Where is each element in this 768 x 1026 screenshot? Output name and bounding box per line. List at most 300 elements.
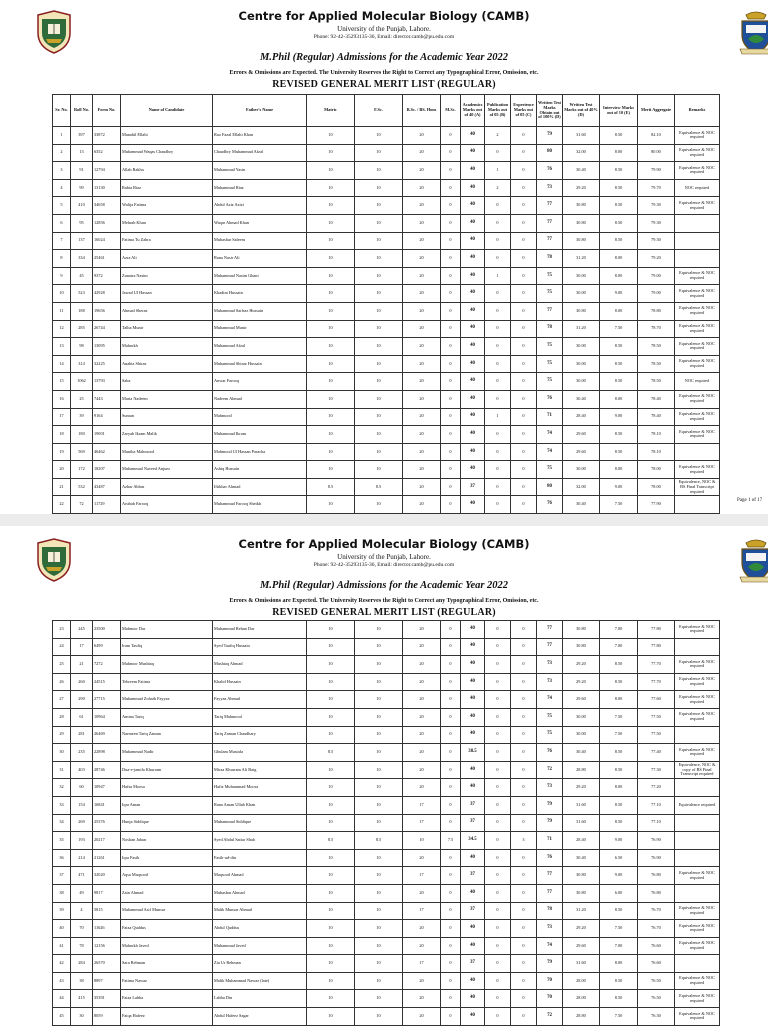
table-cell: Hunja Siddique xyxy=(121,814,213,832)
table-cell: 77.40 xyxy=(638,744,675,762)
table-cell: 0 xyxy=(485,250,511,268)
table-cell: 20 xyxy=(403,761,441,779)
table-cell: 0 xyxy=(485,744,511,762)
table-cell: 172 xyxy=(71,461,93,479)
table-cell: 42 xyxy=(53,955,71,973)
university-name: University of the Punjab, Lahore. xyxy=(337,553,431,561)
table-cell: 28.00 xyxy=(563,990,600,1008)
table-cell: 20 xyxy=(403,162,441,180)
table-cell: 45 xyxy=(53,1008,71,1026)
table-cell: 79.00 xyxy=(638,267,675,285)
table-cell: 0 xyxy=(441,302,461,320)
table-cell: 30.80 xyxy=(563,621,600,639)
table-cell: 73 xyxy=(537,179,563,197)
table-cell: 20 xyxy=(403,232,441,250)
table-cell: 0 xyxy=(511,849,537,867)
table-row xyxy=(53,214,720,232)
table-cell: 0 xyxy=(441,426,461,444)
table-cell: 78.10 xyxy=(638,426,675,444)
table-cell: 20 xyxy=(403,338,441,356)
table-cell: Muhammad Javed xyxy=(213,937,307,955)
table-cell: 0 xyxy=(511,990,537,1008)
table-cell: Syed Taufiq Hussain xyxy=(213,638,307,656)
table-cell: 8.50 xyxy=(600,761,638,779)
table-cell: 0 xyxy=(485,867,511,885)
table-cell: Suman xyxy=(121,408,213,426)
table-cell: Iram Taufiq xyxy=(121,638,213,656)
table-cell: 10 xyxy=(307,250,355,268)
table-cell: Abdul Quddus xyxy=(213,920,307,938)
table-cell: 8.50 xyxy=(600,656,638,674)
column-header: Remarks xyxy=(675,95,720,127)
table-cell: 9.00 xyxy=(600,478,638,496)
table-cell: 10 xyxy=(307,673,355,691)
table-cell: 25 xyxy=(53,656,71,674)
table-cell: 6 xyxy=(53,214,71,232)
table-cell: Dua-e-jamila Khurram xyxy=(121,761,213,779)
table-cell: 10 xyxy=(355,162,403,180)
table-cell: 9 xyxy=(53,267,71,285)
merit-list-table xyxy=(52,94,720,514)
table-cell: 30.40 xyxy=(563,390,600,408)
table-cell: 29.20 xyxy=(563,779,600,797)
table-cell xyxy=(675,232,720,250)
table-cell: 79.90 xyxy=(638,162,675,180)
table-cell: 0 xyxy=(485,849,511,867)
table-cell: 40 xyxy=(461,937,485,955)
table-cell: 78.40 xyxy=(638,408,675,426)
table-cell: 0 xyxy=(511,285,537,303)
table-cell: Fatima Nawaz xyxy=(121,972,213,990)
table-cell: 77 xyxy=(537,214,563,232)
table-cell: 0 xyxy=(485,638,511,656)
table-cell: 21 xyxy=(53,478,71,496)
table-cell: 10 xyxy=(355,744,403,762)
table-cell: 8.50 xyxy=(600,426,638,444)
table-row xyxy=(53,179,720,197)
table-cell: Mahrukh Javed xyxy=(121,937,213,955)
table-cell: 10 xyxy=(307,162,355,180)
table-cell: 31.60 xyxy=(563,796,600,814)
table-cell: 9164 xyxy=(93,408,121,426)
table-cell: 7.50 xyxy=(600,320,638,338)
table-cell: Sara Rehman xyxy=(121,955,213,973)
table-cell: 10 xyxy=(355,127,403,145)
table-cell: 0 xyxy=(485,761,511,779)
table-cell: 10 xyxy=(355,373,403,391)
table-cell: 40 xyxy=(461,426,485,444)
table-cell: Talha Munir xyxy=(121,320,213,338)
table-cell: Fasih-ud-din xyxy=(213,849,307,867)
table-cell: 43 xyxy=(53,972,71,990)
table-row xyxy=(53,144,720,162)
table-cell: Muhammad Siddique xyxy=(213,814,307,832)
table-cell: 8.50 xyxy=(600,214,638,232)
table-cell: 19001 xyxy=(93,426,121,444)
table-cell: 23500 xyxy=(93,621,121,639)
table-cell: 15 xyxy=(53,373,71,391)
table-cell: 78.70 xyxy=(638,320,675,338)
table-cell: 20 xyxy=(403,355,441,373)
table-cell: 0 xyxy=(511,955,537,973)
table-cell: 8 xyxy=(53,250,71,268)
table-cell: Faiza Labha xyxy=(121,990,213,1008)
table-cell: Mushtaq Ahmad xyxy=(213,656,307,674)
table-cell: 0 xyxy=(485,990,511,1008)
table-cell: 32020 xyxy=(93,867,121,885)
table-cell: 6.50 xyxy=(600,849,638,867)
table-cell: 20 xyxy=(403,426,441,444)
table-cell: 30.40 xyxy=(563,744,600,762)
table-cell: 43487 xyxy=(93,478,121,496)
table-cell: 70 xyxy=(71,920,93,938)
table-cell: 0 xyxy=(441,1008,461,1026)
table-cell: 0 xyxy=(511,496,537,514)
table-cell: 74 xyxy=(537,937,563,955)
table-cell: 77.30 xyxy=(638,761,675,779)
table-cell: 0 xyxy=(441,162,461,180)
table-row xyxy=(53,443,720,461)
table-cell: 10 xyxy=(355,214,403,232)
table-cell: 10 xyxy=(307,814,355,832)
table-row xyxy=(53,673,720,691)
table-cell: 284 xyxy=(71,955,93,973)
table-cell: 40 xyxy=(461,972,485,990)
table-cell: 26570 xyxy=(93,955,121,973)
table-cell: 10 xyxy=(355,302,403,320)
table-cell: 214 xyxy=(71,849,93,867)
table-cell: 0 xyxy=(511,656,537,674)
table-cell: 73 xyxy=(537,673,563,691)
table-cell: 4 xyxy=(71,902,93,920)
table-cell: 14 xyxy=(53,355,71,373)
table-cell: 10 xyxy=(307,355,355,373)
table-cell: 0 xyxy=(511,338,537,356)
table-row xyxy=(53,779,720,797)
table-cell: 8.50 xyxy=(600,990,638,1008)
table-cell: 0 xyxy=(511,162,537,180)
table-cell: 49 xyxy=(71,884,93,902)
table-cell: Equivalence & NOC required xyxy=(675,708,720,726)
table-cell: 0 xyxy=(511,972,537,990)
table-cell: 0 xyxy=(441,656,461,674)
table-cell: 2 xyxy=(485,179,511,197)
table-cell: 76 xyxy=(537,162,563,180)
table-cell: 10 xyxy=(355,656,403,674)
table-cell: 29.20 xyxy=(563,656,600,674)
table-cell: 8.5 xyxy=(355,478,403,496)
table-cell: 40 xyxy=(461,726,485,744)
table-cell: Zain Ahmad xyxy=(121,884,213,902)
table-cell: Manahil Ellahi xyxy=(121,127,213,145)
table-row xyxy=(53,708,720,726)
table-cell: 4 xyxy=(53,179,71,197)
table-cell: Khalid Hussain xyxy=(213,673,307,691)
table-cell: 0 xyxy=(441,972,461,990)
table-cell: 7.50 xyxy=(600,496,638,514)
table-row xyxy=(53,726,720,744)
table-cell: 35 xyxy=(53,832,71,850)
table-cell: 17 xyxy=(403,955,441,973)
table-cell: 77.20 xyxy=(638,779,675,797)
list-title: REVISED GENERAL MERIT LIST (REGULAR) xyxy=(272,607,496,618)
table-cell: 0 xyxy=(511,461,537,479)
table-cell: 79.70 xyxy=(638,179,675,197)
table-cell: 10 xyxy=(307,461,355,479)
table-cell: 79.30 xyxy=(638,214,675,232)
table-cell: 26744 xyxy=(93,320,121,338)
table-cell: Azhar Abbas xyxy=(121,478,213,496)
table-cell: 0 xyxy=(441,673,461,691)
table-cell: 40 xyxy=(461,408,485,426)
table-cell: 1 xyxy=(485,267,511,285)
table-cell: 25 xyxy=(71,390,93,408)
table-cell xyxy=(675,443,720,461)
table-cell: 9.00 xyxy=(600,832,638,850)
table-cell: 0 xyxy=(511,726,537,744)
table-cell: Muhammad Farooq Sheikh xyxy=(213,496,307,514)
table-cell: 34.5 xyxy=(461,832,485,850)
table-cell: 0 xyxy=(441,796,461,814)
table-cell: 38 xyxy=(71,972,93,990)
column-header: F.Sc. xyxy=(355,95,403,127)
table-cell: 1 xyxy=(485,408,511,426)
table-cell: Zaryab Ikram Malik xyxy=(121,426,213,444)
institution-title: Centre for Applied Molecular Biology (CAMB) xyxy=(238,537,530,551)
table-cell: 3 xyxy=(511,832,537,850)
table-cell: 20 xyxy=(403,285,441,303)
table-cell: 8.50 xyxy=(600,355,638,373)
column-header: Sr. No. xyxy=(53,95,71,127)
table-cell: 20 xyxy=(403,779,441,797)
table-cell: 30.40 xyxy=(563,162,600,180)
table-cell: 6499 xyxy=(93,638,121,656)
table-cell: 10 xyxy=(307,373,355,391)
table-cell: 30.00 xyxy=(563,373,600,391)
table-cell: Ghulam Mustafa xyxy=(213,744,307,762)
table-cell: 10 xyxy=(307,144,355,162)
table-cell: 10 xyxy=(355,250,403,268)
table-cell: 0 xyxy=(441,197,461,215)
table-cell: 13130 xyxy=(93,179,121,197)
table-cell xyxy=(675,814,720,832)
table-cell: 34 xyxy=(53,814,71,832)
table-cell: Equivalence & NOC required xyxy=(675,302,720,320)
table-cell xyxy=(675,832,720,850)
table-cell: Equivalence & NOC required xyxy=(675,937,720,955)
table-cell: 40 xyxy=(461,179,485,197)
table-cell: 8.00 xyxy=(600,302,638,320)
table-cell: 10 xyxy=(355,796,403,814)
table-cell: 30.40 xyxy=(563,849,600,867)
table-cell: 72 xyxy=(537,1008,563,1026)
table-cell: 0 xyxy=(485,955,511,973)
table-cell: 0 xyxy=(511,638,537,656)
table-cell: 0 xyxy=(511,708,537,726)
table-cell: 11 xyxy=(53,302,71,320)
table-cell: 0 xyxy=(485,920,511,938)
table-cell: Equivalence, NOC & BS Final Transcript required xyxy=(675,478,720,496)
table-row xyxy=(53,814,720,832)
table-cell: 20 xyxy=(403,408,441,426)
table-cell: 28746 xyxy=(93,761,121,779)
table-cell: 7.00 xyxy=(600,621,638,639)
table-cell: 0 xyxy=(441,443,461,461)
table-cell: Waqar Ahmad Khan xyxy=(213,214,307,232)
table-cell: 72 xyxy=(537,761,563,779)
table-cell: 10 xyxy=(355,285,403,303)
table-cell: 10 xyxy=(307,691,355,709)
table-cell: 29.60 xyxy=(563,426,600,444)
table-cell: 77.60 xyxy=(638,691,675,709)
table-cell: 0 xyxy=(485,355,511,373)
table-cell: 245 xyxy=(71,621,93,639)
table-cell: Mubashar Ahmad xyxy=(213,884,307,902)
table-cell: 77 xyxy=(537,302,563,320)
table-cell: 0 xyxy=(441,267,461,285)
table-cell: 0 xyxy=(485,197,511,215)
table-cell: 12856 xyxy=(93,214,121,232)
table-cell: 10 xyxy=(307,1008,355,1026)
table-row xyxy=(53,338,720,356)
table-cell: 193 xyxy=(71,832,93,850)
table-cell: 30.00 xyxy=(563,338,600,356)
table-cell: 79 xyxy=(537,796,563,814)
table-cell: Mahrukh xyxy=(121,338,213,356)
table-cell: 0 xyxy=(441,937,461,955)
table-cell: 9817 xyxy=(93,884,121,902)
table-cell: Equivalence & NOC required xyxy=(675,162,720,180)
table-cell: 0 xyxy=(441,250,461,268)
table-cell: Ashiq Hussain xyxy=(213,461,307,479)
table-cell: 23 xyxy=(53,621,71,639)
table-cell: 0 xyxy=(485,972,511,990)
table-cell: Equivalence & NOC required xyxy=(675,267,720,285)
table-cell: Equivalence & NOC required xyxy=(675,338,720,356)
table-cell: 10 xyxy=(355,884,403,902)
table-cell: 10 xyxy=(307,408,355,426)
institution-title: Centre for Applied Molecular Biology (CAMB) xyxy=(238,9,530,23)
table-cell: 7.50 xyxy=(600,708,638,726)
table-cell: 0 xyxy=(511,267,537,285)
table-cell: 0 xyxy=(441,144,461,162)
table-cell: 40 xyxy=(461,496,485,514)
table-cell: 260 xyxy=(71,673,93,691)
table-cell: 25461 xyxy=(93,250,121,268)
table-cell: 269 xyxy=(71,814,93,832)
table-cell: Anabia Shiraz xyxy=(121,355,213,373)
table-cell: 20 xyxy=(403,478,441,496)
table-row xyxy=(53,902,720,920)
table-cell: 95 xyxy=(71,214,93,232)
table-cell: 10 xyxy=(355,144,403,162)
table-cell: 10 xyxy=(307,179,355,197)
table-cell: 10 xyxy=(355,691,403,709)
table-cell: Nadeem Ahmad xyxy=(213,390,307,408)
table-cell: 0 xyxy=(511,443,537,461)
table-cell: 0 xyxy=(441,621,461,639)
table-cell: Equivalence & NOC required xyxy=(675,1008,720,1026)
table-cell: 0 xyxy=(485,937,511,955)
table-cell: 40 xyxy=(53,920,71,938)
table-cell: 10 xyxy=(355,426,403,444)
table-cell: 0 xyxy=(441,744,461,762)
table-cell: 12794 xyxy=(93,162,121,180)
table-cell: 8.50 xyxy=(600,902,638,920)
table-cell: 40 xyxy=(461,338,485,356)
table-cell: 78.40 xyxy=(638,390,675,408)
table-cell: 76.50 xyxy=(638,972,675,990)
table-cell: 21261 xyxy=(93,849,121,867)
column-header: B.Sc. / BS. Hons xyxy=(403,95,441,127)
table-cell: 285 xyxy=(71,320,93,338)
table-cell: 0 xyxy=(511,320,537,338)
table-cell: Equivalence & NOC required xyxy=(675,621,720,639)
table-cell: Equivalence & NOC required xyxy=(675,408,720,426)
table-cell: 40 xyxy=(461,162,485,180)
table-cell: 8.00 xyxy=(600,144,638,162)
table-cell: Equivalence & NOC required xyxy=(675,920,720,938)
table-cell: 523 xyxy=(71,285,93,303)
table-cell: 7.00 xyxy=(600,937,638,955)
table-cell: Equivalence & NOC required xyxy=(675,320,720,338)
table-cell: 73 xyxy=(537,656,563,674)
table-cell: 10 xyxy=(403,832,441,850)
column-header: Matric xyxy=(307,95,355,127)
table-cell: 77.70 xyxy=(638,656,675,674)
table-row xyxy=(53,972,720,990)
table-cell: 20 xyxy=(403,937,441,955)
column-header: Written Test Marks Obtain out of 100% (D) xyxy=(537,95,563,127)
table-cell: 20 xyxy=(403,179,441,197)
table-row xyxy=(53,920,720,938)
column-header: Name of Candidate xyxy=(121,95,213,127)
table-cell: Mubashar Saleem xyxy=(213,232,307,250)
table-cell: 40 xyxy=(461,127,485,145)
table-cell: 60 xyxy=(71,779,93,797)
table-cell: Muhammad Shiraz Hussain xyxy=(213,355,307,373)
table-cell: Muhammad Nasim Ghani xyxy=(213,267,307,285)
table-cell: 40 xyxy=(461,373,485,391)
column-header: Experience Marks out of 05 (C) xyxy=(511,95,537,127)
table-row xyxy=(53,867,720,885)
table-cell: 0 xyxy=(441,955,461,973)
table-cell: 20 xyxy=(403,443,441,461)
table-cell: 0 xyxy=(511,1008,537,1026)
table-cell: 77.50 xyxy=(638,726,675,744)
table-cell: Rao Fazal Ellahi Khan xyxy=(213,127,307,145)
table-cell: 79.30 xyxy=(638,232,675,250)
table-cell: 76.80 xyxy=(638,867,675,885)
table-cell: 10 xyxy=(355,197,403,215)
table-cell: 75 xyxy=(537,355,563,373)
table-cell: Tariq Mahmood xyxy=(213,708,307,726)
table-cell: 77.80 xyxy=(638,638,675,656)
table-cell xyxy=(675,496,720,514)
table-header-row xyxy=(53,95,720,127)
table-cell: 471 xyxy=(71,867,93,885)
table-cell: 17 xyxy=(403,902,441,920)
table-cell: 20 xyxy=(403,673,441,691)
table-cell: 8.50 xyxy=(600,179,638,197)
table-cell: 10 xyxy=(307,496,355,514)
table-cell: 0 xyxy=(441,884,461,902)
table-cell: 7.00 xyxy=(600,638,638,656)
table-cell: 30.00 xyxy=(563,285,600,303)
table-cell: 0 xyxy=(511,250,537,268)
table-cell: 13 xyxy=(53,338,71,356)
table-cell: 30.80 xyxy=(563,214,600,232)
